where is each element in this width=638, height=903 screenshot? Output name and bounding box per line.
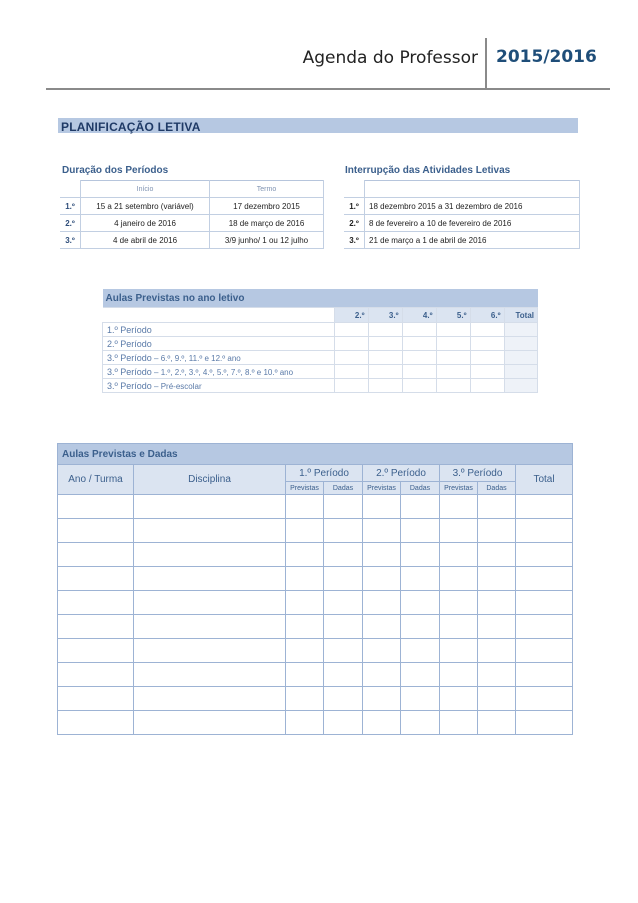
aulas-row: 3.º Período – 1.º, 2.º, 3.º, 4.º, 5.º, 7.º, 8.º e 10.º ano bbox=[103, 365, 538, 379]
apd-cell[interactable] bbox=[58, 543, 134, 567]
apd-cell[interactable] bbox=[324, 591, 363, 615]
apd-cell[interactable] bbox=[401, 639, 440, 663]
apd-cell[interactable] bbox=[516, 687, 573, 711]
apd-cell[interactable] bbox=[134, 615, 286, 639]
apd-cell[interactable] bbox=[478, 711, 516, 735]
apd-cell[interactable] bbox=[58, 495, 134, 519]
aulas-row: 1.º Período bbox=[103, 323, 538, 337]
apd-cell[interactable] bbox=[58, 711, 134, 735]
apd-cell[interactable] bbox=[440, 519, 478, 543]
apd-cell[interactable] bbox=[516, 567, 573, 591]
apd-cell[interactable] bbox=[478, 591, 516, 615]
aulas-previstas-ano-table bbox=[102, 289, 538, 393]
header-rule bbox=[46, 88, 610, 90]
aulas-row: 3.º Período – 6.º, 9.º, 11.º e 12.º ano bbox=[103, 351, 538, 365]
duracao-row: 3.º 4 de abril de 2016 3/9 junho/ 1 ou 12 julho bbox=[60, 232, 324, 249]
apd-cell[interactable] bbox=[516, 519, 573, 543]
aulas-previstas-dadas-table bbox=[57, 443, 573, 735]
header-divider bbox=[485, 38, 487, 88]
apd-cell[interactable] bbox=[440, 687, 478, 711]
apd-cell[interactable] bbox=[401, 495, 440, 519]
apd-col-periodo-1: 1.º Período bbox=[286, 465, 363, 482]
interrupcao-row: 1.º 18 dezembro 2015 a 31 dezembro de 2016 bbox=[344, 198, 580, 215]
apd-cell[interactable] bbox=[478, 687, 516, 711]
apd-cell[interactable] bbox=[516, 711, 573, 735]
apd-cell[interactable] bbox=[440, 543, 478, 567]
apd-cell[interactable] bbox=[58, 519, 134, 543]
apd-cell[interactable] bbox=[478, 615, 516, 639]
apd-cell[interactable] bbox=[363, 495, 401, 519]
apd-cell[interactable] bbox=[440, 639, 478, 663]
apd-cell[interactable] bbox=[478, 519, 516, 543]
duracao-col-inicio: Início bbox=[81, 181, 210, 198]
apd-cell[interactable] bbox=[401, 711, 440, 735]
apd-cell[interactable] bbox=[134, 495, 286, 519]
apd-cell[interactable] bbox=[58, 591, 134, 615]
apd-cell[interactable] bbox=[286, 567, 324, 591]
apd-sub-dadas: Dadas bbox=[401, 482, 440, 495]
aulas-previstas-ano-title: Aulas Previstas no ano letivo bbox=[105, 292, 245, 304]
header-year: 2015/2016 bbox=[496, 47, 597, 67]
apd-cell[interactable] bbox=[401, 591, 440, 615]
apd-table-row bbox=[58, 639, 573, 663]
section-title-bar bbox=[58, 118, 578, 133]
apd-cell[interactable] bbox=[324, 543, 363, 567]
apd-table-row bbox=[58, 687, 573, 711]
apd-cell[interactable] bbox=[516, 615, 573, 639]
apd-cell[interactable] bbox=[516, 543, 573, 567]
apd-cell[interactable] bbox=[286, 663, 324, 687]
apd-cell[interactable] bbox=[516, 495, 573, 519]
apd-col-periodo-2: 2.º Período bbox=[363, 465, 440, 482]
apd-cell[interactable] bbox=[134, 639, 286, 663]
apd-cell[interactable] bbox=[363, 663, 401, 687]
apd-cell[interactable] bbox=[286, 543, 324, 567]
apd-table-row bbox=[58, 591, 573, 615]
apd-title: Aulas Previstas e Dadas bbox=[58, 444, 573, 465]
duracao-row: 1.º 15 a 21 setembro (variável) 17 dezembro 2015 bbox=[60, 198, 324, 215]
apd-cell[interactable] bbox=[363, 615, 401, 639]
apd-cell[interactable] bbox=[324, 495, 363, 519]
apd-col-periodo-3: 3.º Período bbox=[440, 465, 516, 482]
apd-cell[interactable] bbox=[401, 543, 440, 567]
apd-cell[interactable] bbox=[440, 567, 478, 591]
apd-sub-previstas: Previstas bbox=[363, 482, 401, 495]
apd-table-row bbox=[58, 519, 573, 543]
col-total: Total bbox=[504, 308, 538, 323]
apd-cell[interactable] bbox=[324, 567, 363, 591]
apd-cell[interactable] bbox=[440, 615, 478, 639]
apd-table-row bbox=[58, 567, 573, 591]
apd-cell[interactable] bbox=[363, 591, 401, 615]
apd-cell[interactable] bbox=[134, 519, 286, 543]
col-5-ano: 5.º bbox=[436, 308, 470, 323]
apd-cell[interactable] bbox=[286, 591, 324, 615]
apd-table-row bbox=[58, 495, 573, 519]
apd-cell[interactable] bbox=[134, 543, 286, 567]
interrupcao-table bbox=[344, 180, 580, 249]
apd-cell[interactable] bbox=[134, 711, 286, 735]
duracao-caption: Duração dos Períodos bbox=[62, 165, 169, 176]
apd-cell[interactable] bbox=[363, 543, 401, 567]
apd-cell[interactable] bbox=[401, 615, 440, 639]
col-2-ano: 2.º bbox=[334, 308, 368, 323]
apd-cell[interactable] bbox=[324, 687, 363, 711]
apd-cell[interactable] bbox=[134, 567, 286, 591]
apd-cell[interactable] bbox=[401, 687, 440, 711]
apd-cell[interactable] bbox=[324, 711, 363, 735]
apd-cell[interactable] bbox=[324, 663, 363, 687]
apd-cell[interactable] bbox=[58, 639, 134, 663]
apd-col-disciplina: Disciplina bbox=[134, 465, 286, 495]
apd-sub-dadas: Dadas bbox=[478, 482, 516, 495]
apd-sub-dadas: Dadas bbox=[324, 482, 363, 495]
col-6-ano: 6.º bbox=[470, 308, 504, 323]
apd-cell[interactable] bbox=[58, 567, 134, 591]
apd-cell[interactable] bbox=[363, 519, 401, 543]
apd-cell[interactable] bbox=[324, 639, 363, 663]
apd-cell[interactable] bbox=[401, 567, 440, 591]
apd-cell[interactable] bbox=[324, 519, 363, 543]
duracao-table bbox=[60, 180, 324, 249]
apd-cell[interactable] bbox=[516, 639, 573, 663]
apd-cell[interactable] bbox=[58, 687, 134, 711]
apd-cell[interactable] bbox=[478, 567, 516, 591]
apd-cell[interactable] bbox=[286, 615, 324, 639]
apd-cell[interactable] bbox=[134, 591, 286, 615]
interrupcao-row: 2.º 8 de fevereiro a 10 de fevereiro de 2016 bbox=[344, 215, 580, 232]
apd-cell[interactable] bbox=[286, 639, 324, 663]
apd-cell[interactable] bbox=[58, 663, 134, 687]
apd-cell[interactable] bbox=[478, 495, 516, 519]
apd-cell[interactable] bbox=[478, 639, 516, 663]
apd-cell[interactable] bbox=[478, 543, 516, 567]
duracao-col-termo: Termo bbox=[210, 181, 324, 198]
apd-table-row bbox=[58, 663, 573, 687]
apd-cell[interactable] bbox=[286, 687, 324, 711]
apd-table-row bbox=[58, 543, 573, 567]
apd-sub-previstas: Previstas bbox=[440, 482, 478, 495]
aulas-row: 3.º Período – Pré-escolar bbox=[103, 379, 538, 393]
apd-cell[interactable] bbox=[134, 687, 286, 711]
apd-cell[interactable] bbox=[401, 519, 440, 543]
apd-cell[interactable] bbox=[134, 663, 286, 687]
apd-cell[interactable] bbox=[440, 663, 478, 687]
apd-cell[interactable] bbox=[516, 663, 573, 687]
apd-col-total: Total bbox=[516, 465, 573, 495]
apd-cell[interactable] bbox=[363, 711, 401, 735]
apd-cell[interactable] bbox=[478, 663, 516, 687]
apd-cell[interactable] bbox=[440, 711, 478, 735]
interrupcao-caption: Interrupção das Atividades Letivas bbox=[345, 165, 511, 176]
apd-cell[interactable] bbox=[286, 711, 324, 735]
apd-table-row bbox=[58, 711, 573, 735]
apd-cell[interactable] bbox=[286, 495, 324, 519]
apd-cell[interactable] bbox=[440, 591, 478, 615]
apd-cell[interactable] bbox=[286, 519, 324, 543]
apd-cell[interactable] bbox=[58, 615, 134, 639]
interrupcao-row: 3.º 21 de março a 1 de abril de 2016 bbox=[344, 232, 580, 249]
section-title: PLANIFICAÇÃO LETIVA bbox=[61, 120, 201, 134]
apd-cell[interactable] bbox=[363, 567, 401, 591]
aulas-row: 2.º Período bbox=[103, 337, 538, 351]
apd-cell[interactable] bbox=[363, 639, 401, 663]
apd-cell[interactable] bbox=[401, 663, 440, 687]
apd-cell[interactable] bbox=[363, 687, 401, 711]
apd-table-row bbox=[58, 615, 573, 639]
col-3-ano: 3.º bbox=[368, 308, 402, 323]
apd-col-ano-turma: Ano / Turma bbox=[58, 465, 134, 495]
apd-cell[interactable] bbox=[440, 495, 478, 519]
col-4-ano: 4.º bbox=[402, 308, 436, 323]
apd-cell[interactable] bbox=[324, 615, 363, 639]
header-title: Agenda do Professor bbox=[302, 48, 478, 68]
apd-sub-previstas: Previstas bbox=[286, 482, 324, 495]
duracao-row: 2.º 4 janeiro de 2016 18 de março de 2016 bbox=[60, 215, 324, 232]
apd-cell[interactable] bbox=[516, 591, 573, 615]
